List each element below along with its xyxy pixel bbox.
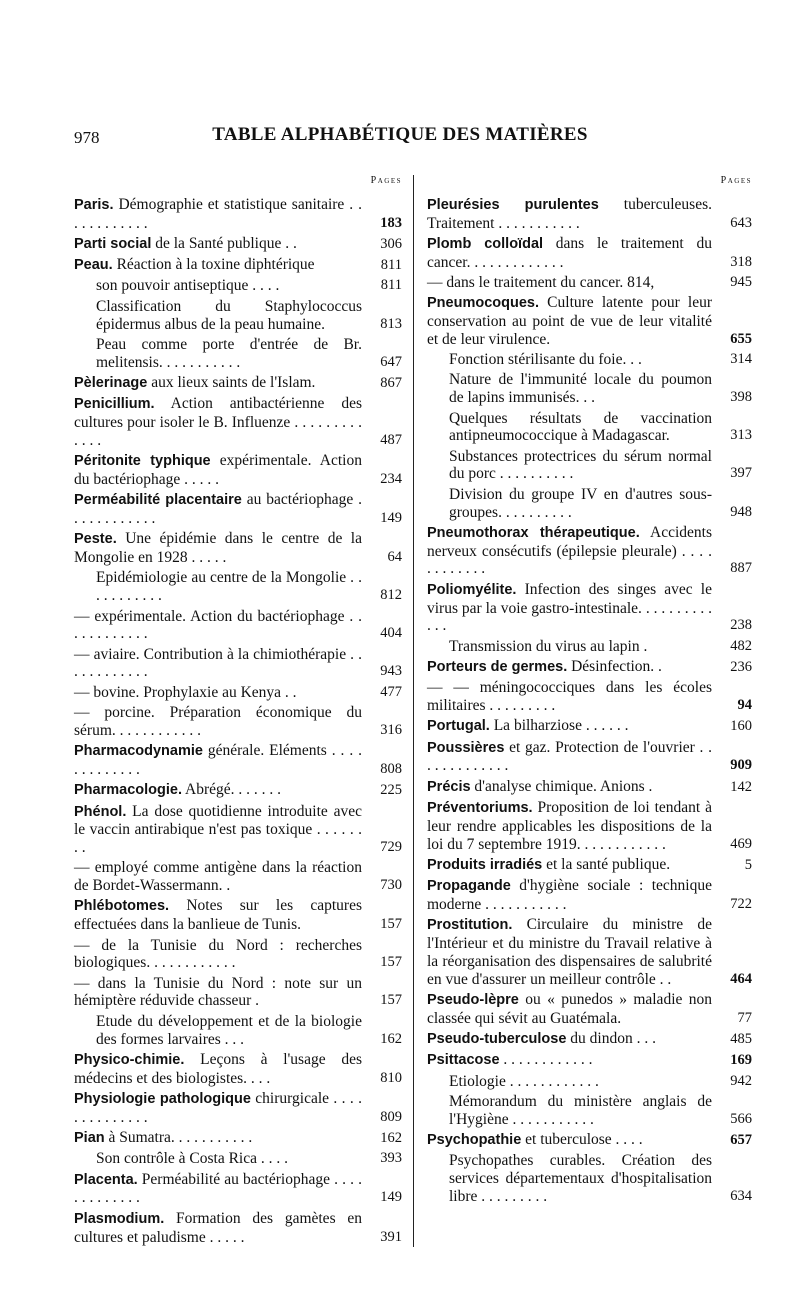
entry-heading: Parti social [74,235,152,252]
entry-text: — dans le traitement du cancer. 814, [427,273,655,291]
entry-text: Proposition de loi tendant à leur rendre applicables les dispositions de la loi du 7 septembre 1919. . . . . . . . . . . . [427,799,712,853]
entry-text: — de la Tunisie du Nord : recherches biologiques. . . . . . . . . . . . [74,936,362,972]
entry-text: Mémorandum du ministère anglais de l'Hygiène . . . . . . . . . . . [449,1092,712,1128]
entry-page-number: 948 [730,503,752,520]
index-entry [427,486,752,522]
entry-text: Abrégé. . . . . . . [181,781,281,799]
entry-text: au bactériophage . . . . . . . . . . . . [74,491,362,528]
index-entry [74,897,402,934]
index-entry [74,452,402,489]
entry-page-number: 316 [380,721,402,738]
entry-text: — bovine. Prophylaxie au Kenya . . [74,683,297,701]
entry-text: — porcine. Préparation économique du sérum. . . . . . . . . . . . [74,704,362,739]
entry-text: Notes sur les captures effectuées dans la banlieue de Tunis. [74,897,362,934]
pages-column-label: Pages [370,175,402,186]
entry-text: — expérimentale. Action du bactériophage . . . . . . . . . . . . [74,607,362,643]
entry-text: Transmission du virus au lapin . [449,637,648,655]
entry-page-number: 64 [387,549,402,566]
entry-page-number: 169 [730,1052,752,1069]
index-entry [74,608,402,644]
entry-text: Infection des singes avec le virus par la voie gastro-intestinale. . . . . . . . . . . . . [427,580,712,635]
index-entry [74,1171,402,1208]
entry-heading: Produits irradiés [427,856,543,873]
pages-column-label: Pages [720,175,752,186]
index-entry [427,196,752,233]
index-entry [74,742,402,779]
index-entry [74,1129,402,1148]
index-entry [74,859,402,895]
entry-heading: Péritonite typhique [74,453,211,470]
index-entry [427,799,752,853]
entry-page-number: 313 [730,427,752,444]
entry-heading: Paris. [74,196,114,213]
index-entry [427,351,752,369]
entry-text: La dose quotidienne introduite avec le vaccin antirabique n'est pas toxique . . . . . . . . [74,802,362,857]
index-entry [427,524,752,578]
entry-heading: Pseudo-tuberculose [427,1031,567,1048]
entry-text: Démographie et statistique sanitaire . . . . . . . . . . . . [74,195,362,232]
entry-heading: Poliomyélite. [427,581,517,598]
entry-text: La bilharziose . . . . . . [489,717,629,735]
entry-page-number: 643 [730,214,752,231]
entry-page-number: 867 [380,374,402,391]
entry-page-number: 234 [380,470,402,487]
entry-page-number: 398 [730,389,752,406]
entry-text: Perméabilité au bactériophage . . . . . . . . . . . . . [74,1170,362,1207]
entry-heading: Phlébotomes. [74,898,170,915]
entry-text: — employé comme antigène dans la réaction de Bordet-Wassermann. . [74,859,362,895]
index-entry [427,581,752,635]
entry-page-number: 809 [380,1108,402,1125]
index-entry [427,717,752,736]
entry-text: son pouvoir antiseptique . . . . [96,277,280,295]
index-entry [427,1073,752,1091]
entry-page-number: 94 [737,697,752,714]
entry-text: Circulaire du ministre de l'Intérieur et du ministre du Travail relative à la réorganisation des dispensaires de salubrité en vue d'assurer un meilleur contrôle . . [427,916,712,988]
entry-page-number: 657 [730,1132,752,1149]
right-entries [427,196,752,1206]
entry-page-number: 813 [380,315,402,332]
entry-text: — dans la Tunisie du Nord : note sur un hémiptère réduvide chasseur . [74,974,362,1010]
entry-page-number: 942 [730,1072,752,1089]
entry-page-number: 811 [380,277,402,294]
entry-heading: Pian [74,1130,105,1147]
entry-page-number: 314 [730,351,752,368]
right-column [427,172,752,1208]
entry-heading: Porteurs de germes. [427,658,568,675]
index-entry [74,781,402,800]
entry-page-number: 5 [744,856,752,873]
entry-text: et gaz. Protection de l'ouvrier . . . . . . . . . . . . . [427,738,712,775]
entry-page-number: 318 [730,253,752,270]
index-entry [427,410,752,446]
entry-text: aux lieux saints de l'Islam. [147,373,316,391]
entry-text: . . . . . . . . . . . . [499,1051,593,1069]
entry-page-number: 808 [380,760,402,777]
entry-page-number: 811 [380,257,402,274]
entry-text: tuberculeuses. Traitement . . . . . . . . . . . [427,195,712,232]
entry-page-number: 236 [730,658,752,675]
entry-text: chirurgicale . . . . . . . . . . . . . . [74,1089,363,1126]
index-entry [427,638,752,656]
index-entry [427,274,752,292]
entry-heading: Peste. [74,531,117,548]
entry-text: d'analyse chimique. Anions . [470,777,653,795]
entry-page-number: 183 [380,214,402,231]
entry-page-number: 404 [380,625,402,642]
entry-text: et tuberculose . . . . [521,1131,643,1149]
entry-text: à Sumatra. . . . . . . . . . . [104,1129,253,1147]
index-entry [427,778,752,797]
entry-heading: Propagande [427,878,511,895]
entry-page-number: 487 [380,431,402,448]
running-title: TABLE ALPHABÉTIQUE DES MATIÈRES [212,124,588,145]
entry-heading: Pharmacodynamie [74,743,203,760]
entry-heading: Penicillium. [74,396,155,413]
entry-text: Nature de l'immunité locale du poumon de lapins immunisés. . . [449,371,712,407]
entry-text: Fonction stérilisante du foie. . . [449,351,642,369]
index-entry [427,235,752,272]
entry-heading: Plomb colloïdal [427,235,544,252]
index-entry [74,374,402,393]
entry-page-number: 482 [730,637,752,654]
entry-text: Accidents nerveux consécutifs (épilepsie pleurale) . . . . . . . . . . . . [427,523,712,578]
entry-page-number: 655 [730,330,752,347]
entry-page-number: 477 [380,683,402,700]
index-entry [74,277,402,295]
index-entry [74,937,402,973]
entry-heading: Plasmodium. [74,1210,165,1227]
entry-text: Psychopathes curables. Création des services départementaux d'hospitalisation libre . . . . . . . . . [449,1152,712,1205]
index-entry [427,1030,752,1049]
entry-text: Formation des gamètes en cultures et paludisme . . . . . [74,1209,362,1246]
index-entry [74,395,402,449]
entry-text: Désinfection. . [567,657,662,675]
entry-heading: Portugal. [427,718,490,735]
entry-page-number: 810 [380,1069,402,1086]
entry-page-number: 393 [380,1150,402,1167]
entry-page-number: 730 [380,877,402,894]
index-entry [74,803,402,857]
index-entry [74,1051,402,1088]
entry-heading: Placenta. [74,1171,138,1188]
entry-page-number: 945 [730,273,752,290]
entry-text: et la santé publique. [542,855,671,873]
entry-heading: Pneumothorax thérapeutique. [427,524,640,541]
index-entry [74,235,402,254]
entry-page-number: 149 [380,510,402,527]
entry-text: du dindon . . . [566,1030,656,1048]
index-entry [74,1150,402,1168]
entry-page-number: 634 [730,1187,752,1204]
entry-text: Quelques résultats de vaccination antipneumococcique à Madagascar. [449,409,712,445]
entry-text: Division du groupe IV en d'autres sous-groupes. . . . . . . . . . [449,485,712,521]
index-entry [427,294,752,348]
entry-page-number: 157 [380,916,402,933]
entry-heading: Pleurésies purulentes [427,196,599,213]
entry-page-number: 647 [380,353,402,370]
left-entries [74,196,402,1247]
entry-page-number: 397 [730,465,752,482]
index-entry [74,336,402,372]
entry-page-number: 391 [380,1228,402,1245]
entry-text: Leçons à l'usage des médecins et des biologistes. . . . [74,1050,362,1087]
entry-text: Son contrôle à Costa Rica . . . . [96,1150,288,1168]
entry-heading: Peau. [74,257,113,274]
entry-heading: Perméabilité placentaire [74,492,242,509]
page-number: 978 [74,128,100,147]
entry-text: expérimentale. Action du bactériophage . . . . . [74,452,362,488]
entry-text: — — méningococciques dans les écoles militaires . . . . . . . . . [427,679,712,715]
entry-text: générale. Eléments . . . . . . . . . . . . . [74,742,362,778]
entry-heading: Pneumocoques. [427,295,539,312]
entry-text: dans le traitement du cancer. . . . . . . . . . . . . [427,234,712,271]
index-entry [427,916,752,988]
index-entry [427,1051,752,1070]
entry-page-number: 729 [380,839,402,856]
left-column [74,172,402,1249]
entry-text: Peau comme porte d'entrée de Br. melitensis. . . . . . . . . . . [96,335,362,371]
entry-heading: Physiologie pathologique [74,1090,251,1107]
entry-text: Réaction à la toxine diphtérique [112,256,315,274]
entry-text: de la Santé publique . . [151,234,297,252]
entry-heading: Prostitution. [427,917,513,934]
entry-text: d'hygiène sociale : technique moderne . . . . . . . . . . . [427,877,712,913]
entry-heading: Précis [427,778,471,795]
index-entry [427,1131,752,1150]
index-entry [74,704,402,740]
entry-heading: Pèlerinage [74,374,148,391]
entry-text: Action antibactérienne des cultures pour isoler le B. Influenze . . . . . . . . . . . . . [74,395,362,449]
entry-heading: Pharmacologie. [74,782,182,799]
entry-heading: Psychopathie [427,1132,522,1149]
index-entry [427,856,752,875]
entry-page-number: 909 [730,757,752,774]
entry-text: Etude du développement et de la biologie des formes larvaires . . . [96,1012,362,1048]
entry-page-number: 566 [730,1110,752,1127]
index-entry [427,1093,752,1129]
entry-heading: Phénol. [74,803,127,820]
entry-page-number: 77 [737,1009,752,1026]
index-entry [74,491,402,528]
index-entry [74,684,402,702]
index-entry [74,298,402,334]
entry-text: Culture latente pour leur conservation au point de vue de leur vitalité et de leur virulence. [427,294,712,348]
entry-page-number: 162 [380,1030,402,1047]
entry-heading: Préventoriums. [427,800,533,816]
index-entry [427,1152,752,1205]
index-entry [74,646,402,682]
entry-page-number: 149 [380,1189,402,1206]
entry-text: Substances protectrices du sérum normal du porc . . . . . . . . . . [449,447,712,483]
column-divider [413,175,414,1247]
entry-page-number: 162 [380,1130,402,1147]
index-entry [74,1210,402,1247]
entry-heading: Pseudo-lèpre [427,991,519,1008]
entry-page-number: 157 [380,954,402,971]
index-entry [427,991,752,1028]
entry-text: Etiologie . . . . . . . . . . . . [449,1072,599,1090]
index-entry [427,739,752,776]
entry-page-number: 485 [730,1031,752,1048]
index-entry [427,877,752,914]
entry-text: ou « punedos » maladie non classée qui sévit au Guatémala. [427,990,712,1027]
entry-page-number: 160 [730,718,752,735]
index-entry [74,256,402,275]
index-entry [74,1090,402,1127]
entry-page-number: 943 [380,663,402,680]
index-entry [74,530,402,567]
entry-page-number: 225 [380,782,402,799]
entry-page-number: 157 [380,992,402,1009]
entry-page-number: 142 [730,778,752,795]
entry-page-number: 469 [730,835,752,852]
index-entry [427,658,752,677]
index-entry [427,448,752,484]
entry-heading: Physico-chimie. [74,1051,185,1068]
entry-text: Une épidémie dans le centre de la Mongolie en 1928 . . . . . [74,530,362,567]
entry-page-number: 887 [730,560,752,577]
entry-text: Epidémiologie au centre de la Mongolie . . . . . . . . . . . [96,569,362,605]
entry-heading: Poussières [427,739,505,756]
entry-page-number: 306 [380,235,402,252]
entry-page-number: 464 [730,970,752,987]
index-entry [427,679,752,715]
entry-heading: Psittacose [427,1052,500,1069]
entry-page-number: 812 [380,587,402,604]
entry-page-number: 722 [730,895,752,912]
index-entry [74,1013,402,1049]
index-entry [74,569,402,605]
entry-text: — aviaire. Contribution à la chimiothérapie . . . . . . . . . . . . [74,645,362,681]
index-entry [427,371,752,407]
index-entry [74,196,402,233]
entry-page-number: 238 [730,617,752,634]
entry-text: Classification du Staphylococcus épidermus albus de la peau humaine. [96,297,362,333]
index-entry [74,975,402,1011]
